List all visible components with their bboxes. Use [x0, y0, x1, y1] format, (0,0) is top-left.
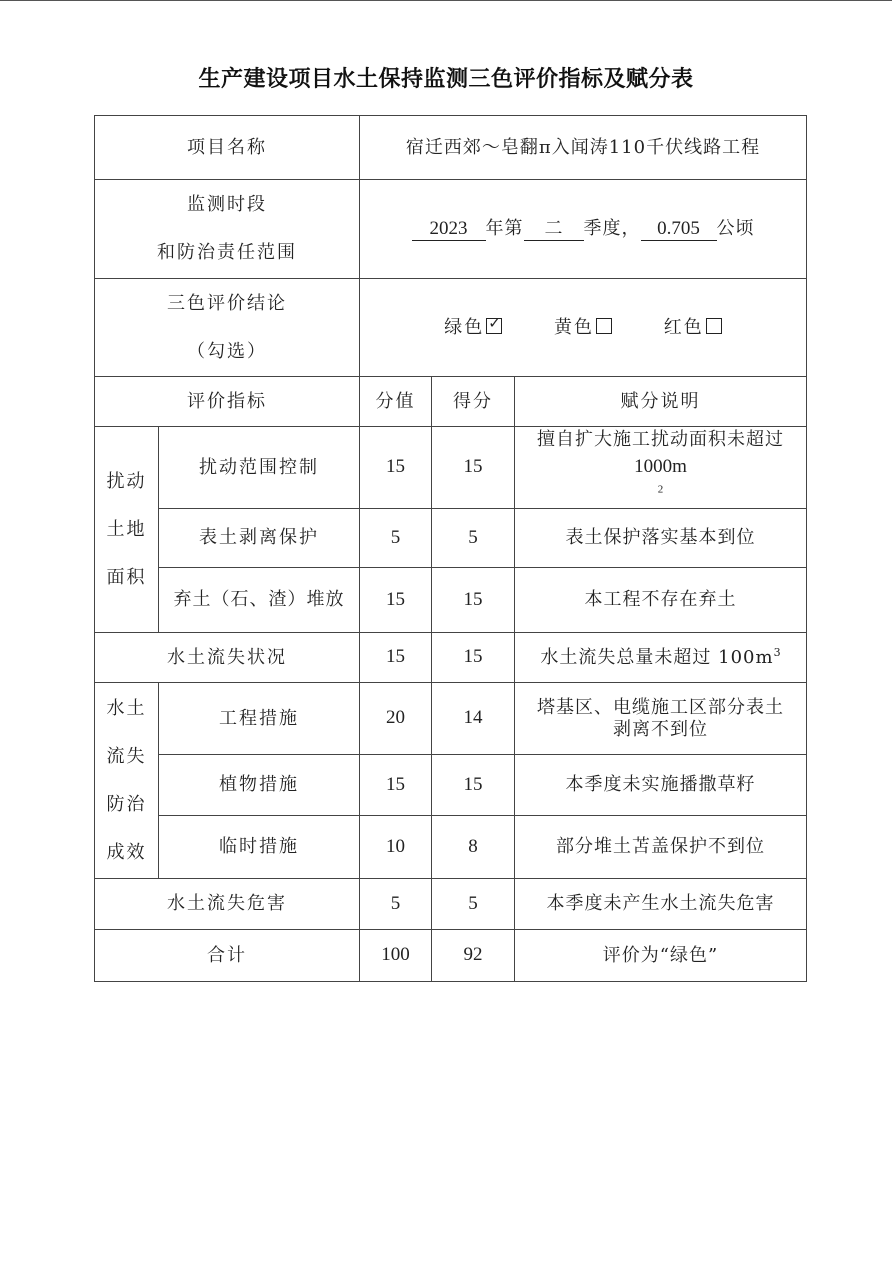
item-note-line2 [521, 453, 800, 508]
conclusion-row [95, 279, 807, 377]
item-score: 5 [432, 509, 515, 568]
item-name: 表土剥离保护 [159, 509, 360, 568]
item-name: 工程措施 [159, 683, 360, 755]
header-explanation: 赋分说明 [515, 377, 807, 427]
item-note [515, 427, 807, 509]
note-superscript: 3 [773, 645, 781, 659]
group2-name-line: 防治 [106, 793, 147, 815]
item-note-text: 水土流失总量未超过 100m [540, 646, 774, 668]
table-row [95, 568, 807, 633]
item-note: 本工程不存在弃土 [515, 568, 807, 633]
item-score: 15 [432, 568, 515, 633]
option-red-label: 红色 [663, 316, 704, 338]
option-green [444, 313, 502, 338]
group2-name-line: 水土 [106, 697, 147, 719]
period-value [360, 180, 807, 279]
item-note [515, 683, 807, 755]
group1-name-line: 土地 [106, 518, 147, 540]
conclusion-label-line1: 三色评价结论 [167, 292, 287, 314]
page-title: 生产建设项目水土保持监测三色评价指标及赋分表 [198, 67, 694, 92]
table-row [95, 879, 807, 930]
total-value: 100 [360, 930, 432, 982]
table-row [95, 427, 807, 509]
note-superscript: 2 [657, 483, 664, 496]
page-top-border [0, 0, 892, 1]
table-row [95, 755, 807, 816]
item-value: 20 [360, 683, 432, 755]
conclusion-label [95, 279, 360, 377]
item-value: 15 [360, 427, 432, 509]
table-row [95, 509, 807, 568]
year-suffix: 年第 [485, 218, 524, 239]
item-value: 10 [360, 816, 432, 879]
period-label-line1: 监测时段 [187, 194, 267, 215]
red-checkbox[interactable] [706, 318, 722, 334]
item-note: 表土保护落实基本到位 [515, 509, 807, 568]
year-field: 2023 [412, 218, 486, 241]
item-note: 部分堆土苫盖保护不到位 [515, 816, 807, 879]
item-value: 15 [360, 633, 432, 683]
period-label [95, 180, 360, 279]
group1-name-line: 扰动 [106, 470, 147, 492]
item-score: 15 [432, 427, 515, 509]
item-name: 临时措施 [159, 816, 360, 879]
item-name: 水土流失状况 [95, 633, 360, 683]
group1-name-line: 面积 [106, 566, 147, 588]
quarter-suffix: 季度， [583, 218, 641, 239]
item-name: 扰动范围控制 [159, 427, 360, 509]
item-name: 植物措施 [159, 755, 360, 816]
option-yellow-label: 黄色 [554, 316, 594, 338]
item-note [515, 633, 807, 683]
project-row [95, 116, 807, 180]
area-field: 0.705 [641, 218, 717, 241]
item-note: 本季度未产生水土流失危害 [515, 879, 807, 930]
check-icon: ✓ [488, 313, 501, 332]
item-value: 15 [360, 755, 432, 816]
total-label: 合计 [95, 930, 360, 982]
project-label: 项目名称 [95, 116, 360, 180]
item-score: 14 [432, 683, 515, 755]
item-name: 弃土（石、渣）堆放 [159, 568, 360, 633]
evaluation-table [94, 115, 807, 982]
total-note: 评价为“绿色” [515, 930, 807, 982]
item-score: 5 [432, 879, 515, 930]
item-note-line2-text: 1000m [634, 456, 687, 478]
option-red [664, 317, 722, 338]
table-row [95, 633, 807, 683]
period-label-line2: 和防治责任范围 [157, 242, 297, 263]
item-note-line2: 剥离不到位 [613, 718, 708, 740]
total-score: 92 [432, 930, 515, 982]
option-yellow [554, 317, 612, 338]
project-value: 宿迁西郊～皂翻π入闻涛110千伏线路工程 [360, 116, 807, 180]
item-value: 5 [360, 509, 432, 568]
item-value: 15 [360, 568, 432, 633]
area-unit: 公顷 [716, 218, 755, 239]
group2-name-line: 成效 [106, 841, 147, 863]
quarter-field: 二 [524, 218, 584, 241]
yellow-checkbox[interactable] [596, 318, 612, 334]
group1-name [95, 427, 159, 633]
header-indicator: 评价指标 [95, 377, 360, 427]
item-value: 5 [360, 879, 432, 930]
conclusion-options [360, 279, 807, 377]
item-score: 15 [432, 755, 515, 816]
group2-name [95, 683, 159, 879]
header-score-got: 得分 [432, 377, 515, 427]
table-row [95, 683, 807, 755]
item-name: 水土流失危害 [95, 879, 360, 930]
period-row [95, 180, 807, 279]
total-row [95, 930, 807, 982]
conclusion-label-line2: （勾选） [187, 340, 267, 362]
group2-name-line: 流失 [106, 745, 147, 767]
item-note-line1: 塔基区、电缆施工区部分表土 [537, 697, 784, 719]
item-note: 本季度未实施播撒草籽 [515, 755, 807, 816]
item-score: 15 [432, 633, 515, 683]
table-row [95, 816, 807, 879]
green-checkbox[interactable] [486, 313, 502, 334]
item-note-line1: 擅自扩大施工扰动面积未超过 [537, 429, 784, 450]
item-score: 8 [432, 816, 515, 879]
header-score-value: 分值 [360, 377, 432, 427]
option-green-label: 绿色 [444, 316, 485, 338]
header-row [95, 377, 807, 427]
